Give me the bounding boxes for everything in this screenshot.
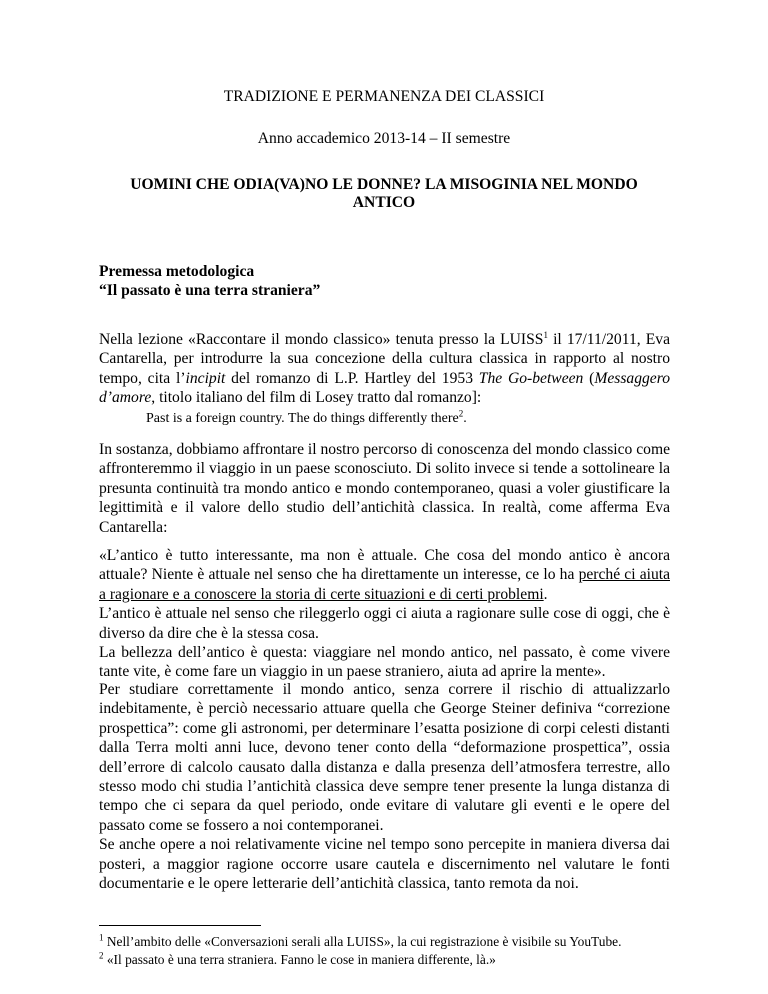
para4-text: Se anche opere a noi relativamente vicine nel tempo sono percepite in maniera diversa dai posteri, a maggior ragione occorre usare cautela e discernimento nel valutare le fonti documentarie e le opere letterarie dell’antichità classica, tanto remota da noi. [99, 836, 670, 893]
block-quote [146, 410, 666, 427]
section-subheading: “Il passato è una terra straniera” [99, 282, 321, 299]
quote-end: . [463, 411, 467, 426]
italian-title: Messaggero d’amore [99, 369, 670, 407]
para1-text-d: ( [583, 369, 595, 387]
footnote-1 [99, 934, 670, 950]
para1-text-e: , titolo italiano del film di Losey tratto dal romanzo]: [151, 389, 482, 407]
book-title: The Go-between [478, 369, 584, 387]
para3-text: Per studiare correttamente il mondo antico, senza correre il rischio di attualizzarlo indebitamente, è perciò necessario attuare quella che George Steiner definiva “correzione prospettica”: come gli astronomi, per determinare l’esatta posizione di corpi celesti distanti dalla Terra molti anni luce, devono tener conto della “deformazione prospettica”, ossia dell’errore di calcolo causato dalla distanza e dalla presenza dell’atmosfera terrestre, allo stesso modo chi studia l’antichità classica deve sempre tener presente la lunga distanza di tempo che ci separa da quel periodo, onde evitare di valutare gli eventi e le opere del passato come se fossero a noi contemporanei. [99, 681, 670, 834]
footnote-number: 2 [99, 950, 104, 961]
citation-block [99, 546, 670, 682]
citation-line3: La bellezza dell’antico è questa: viaggiare nel mondo antico, nel passato, è come vivere tante vite, è come fare un viaggio in un paese straniero, aiuta ad aprire la mente». [99, 644, 670, 681]
lecture-title-line1: UOMINI CHE ODIA(VA)NO LE DONNE? LA MISOGINIA NEL MONDO [130, 176, 638, 193]
para2-text: In sostanza, dobbiamo affrontare il nostro percorso di conoscenza del mondo classico come affronteremmo il viaggio in un paese sconosciuto. Di solito invece si tende a sottolineare la presunta continuità tra mondo antico e mondo contemporaneo, quasi a voler giustificare la legittimità e il valore dello studio dell’antichità classica. In realtà, come afferma Eva Cantarella: [99, 441, 670, 536]
para1-text-b: il 17/11/2011, Eva Cantarella, per introdurre la sua concezione della cultura classica in rapporto al nostro tempo, cita l’ [99, 331, 670, 387]
para1-text-c: del romanzo di L.P. Hartley del 1953 [225, 369, 479, 387]
paragraph-method [99, 680, 670, 893]
lecture-title-line2: ANTICO [352, 194, 416, 211]
course-title: TRADIZIONE E PERMANENZA DEI CLASSICI [223, 88, 545, 105]
footnote-number: 1 [99, 932, 104, 943]
para1-text-a: Nella lezione «Raccontare il mondo classico» tenuta presso la LUISS [99, 331, 544, 348]
footnote-ref-1[interactable]: 1 [543, 329, 548, 340]
incipit-word: incipit [185, 369, 226, 387]
footnote-2 [99, 952, 670, 968]
footnote-text: «Il passato è una terra straniera. Fanno le cose in maniera differente, là.» [103, 952, 496, 967]
footnote-ref-2[interactable]: 2 [458, 408, 464, 419]
footnote-text: Nell’ambito delle «Conversazioni serali alla LUISS», la cui registrazione è visibile su YouTube. [103, 934, 622, 949]
academic-year: Anno accademico 2013-14 – II semestre [257, 130, 511, 147]
citation-underlined: perché ci aiuta a ragionare e a conoscere la storia di certe situazioni e di certi problemi [99, 566, 670, 603]
paragraph-intro [99, 330, 670, 408]
footnote-separator [99, 925, 261, 926]
paragraph-approach [99, 440, 670, 537]
quote-text: Past is a foreign country. The do things differently there [146, 411, 459, 426]
citation-line1: «L’antico è tutto interessante, ma non è attuale. Che cosa del mondo antico è ancora attuale? Niente è attuale nel senso che ha direttamente un interesse, ce lo ha [99, 547, 670, 584]
citation-line1-end: . [543, 585, 548, 603]
section-heading: Premessa metodologica [99, 263, 255, 280]
citation-line2: L’antico è attuale nel senso che rileggerlo oggi ci aiuta a ragionare sulle cose di oggi, che è diverso da dire che è la stessa cosa. [99, 605, 670, 642]
